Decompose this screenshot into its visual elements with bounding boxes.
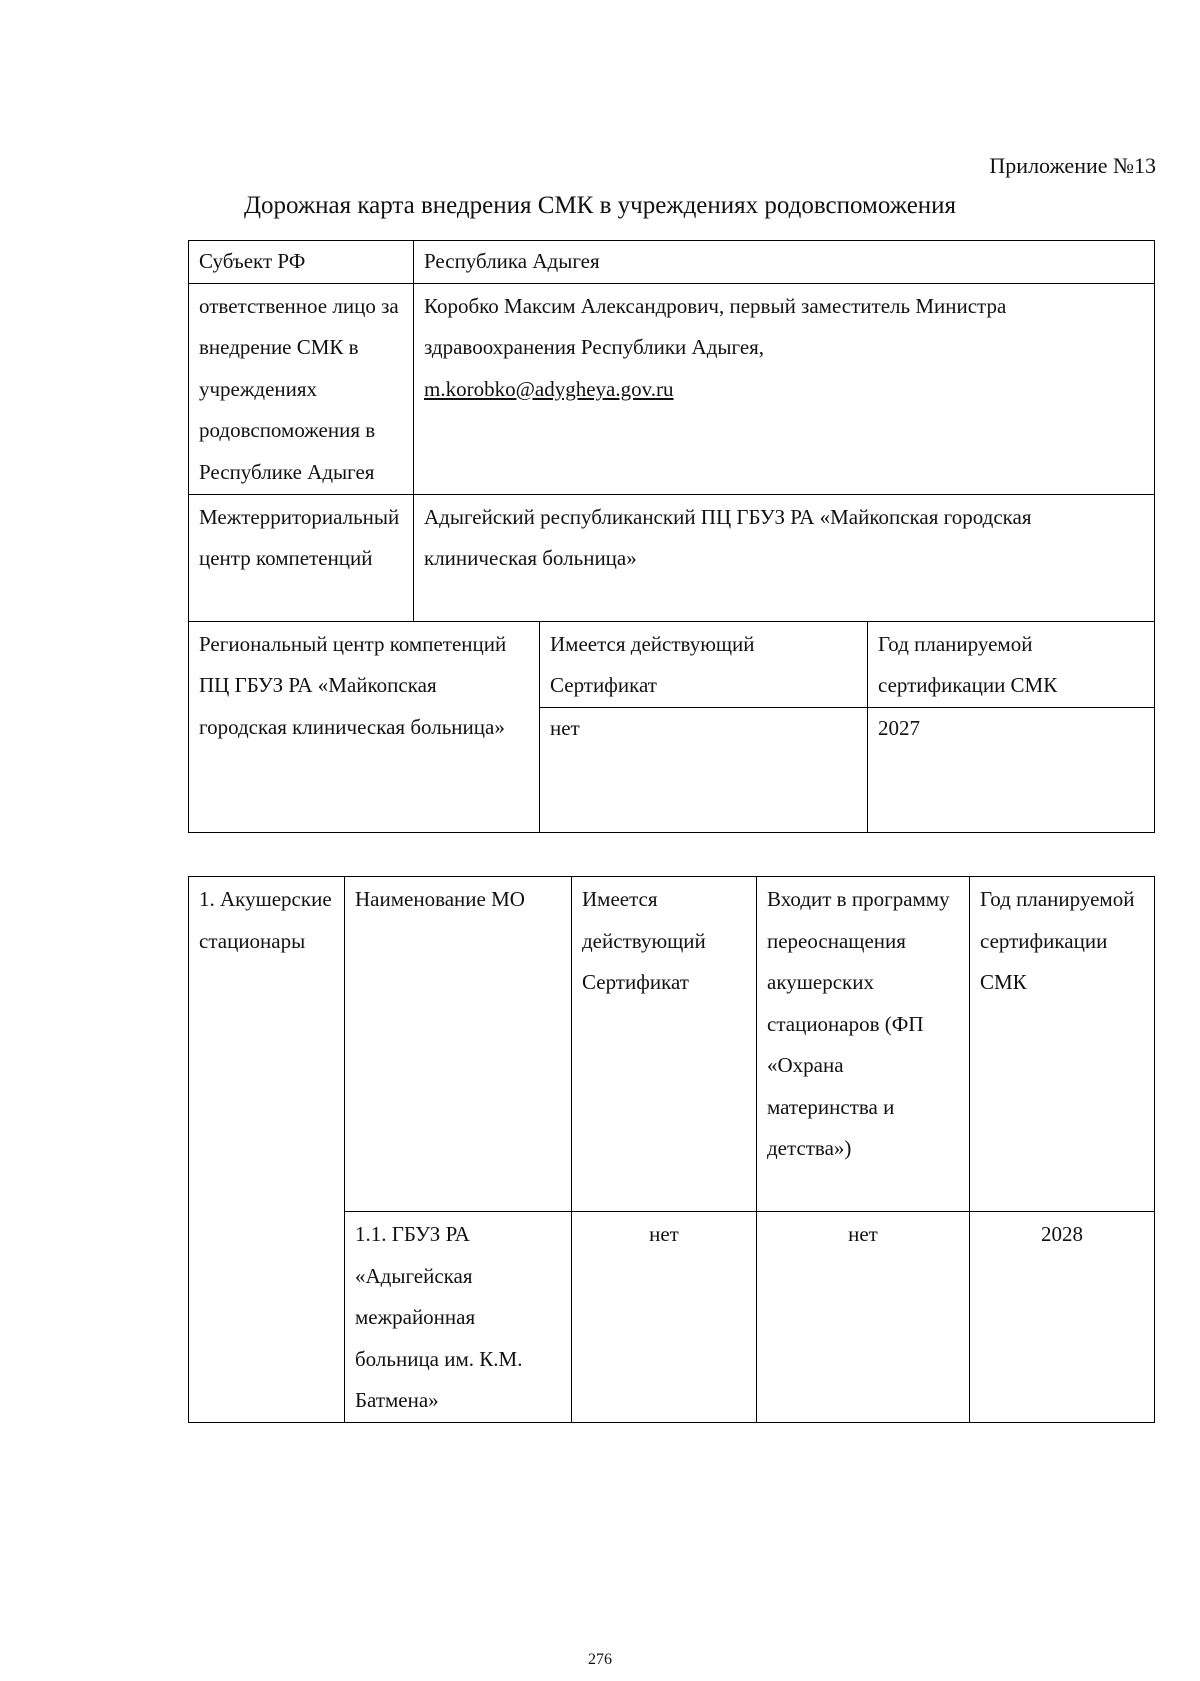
regional-label: Региональный центр компетенций: [199, 631, 507, 656]
interterritorial-label: Межтерриториальный центр компетенций: [189, 494, 414, 621]
col-name-header: Наименование МО: [345, 877, 572, 1212]
row-name: 1.1. ГБУЗ РА «Адыгейская межрайонная больница им. К.М. Батмена»: [345, 1212, 572, 1423]
row-year: 2028: [970, 1212, 1155, 1423]
row-cert: нет: [572, 1212, 757, 1423]
row-program: нет: [757, 1212, 970, 1423]
regional-cell: [189, 621, 540, 832]
subject-value: Республика Адыгея: [414, 241, 1155, 284]
page-number: 276: [588, 1651, 612, 1668]
cert-value: нет: [540, 707, 868, 832]
interterritorial-value: Адыгейский республиканский ПЦ ГБУЗ РА «Майкопская городская клиническая больница»: [414, 494, 1155, 621]
section-label: 1. Акушерские стационары: [189, 877, 345, 1423]
page-title: Дорожная карта внедрения СМК в учреждениях родовспоможения: [243, 192, 957, 219]
responsible-email-link[interactable]: m.korobko@adygheya.gov.ru: [424, 376, 674, 401]
responsible-cell: [414, 283, 1155, 494]
col-program-header: Входит в программу переоснащения акушерских стационаров (ФП «Охрана материнства и детства»): [757, 877, 970, 1212]
mo-table: [188, 876, 1155, 1423]
cert-header: Имеется действующий Сертификат: [540, 621, 868, 707]
year-header: Год планируемой сертификации СМК: [868, 621, 1155, 707]
appendix-label: Приложение №13: [989, 153, 1156, 178]
col-year-header: Год планируемой сертификации СМК: [970, 877, 1155, 1212]
subject-label: Субъект РФ: [189, 241, 414, 284]
col-cert-header: Имеется действующий Сертификат: [572, 877, 757, 1212]
responsible-label: ответственное лицо за внедрение СМК в учреждениях родовспоможения в Республике Адыгея: [189, 283, 414, 494]
regional-value: ПЦ ГБУЗ РА «Майкопская городская клиническая больница»: [199, 673, 505, 739]
responsible-value: Коробко Максим Александрович, первый заместитель Министра здравоохранения Республики Адыгея,: [424, 293, 1007, 359]
info-table: [188, 240, 1155, 833]
year-value: 2027: [868, 707, 1155, 832]
